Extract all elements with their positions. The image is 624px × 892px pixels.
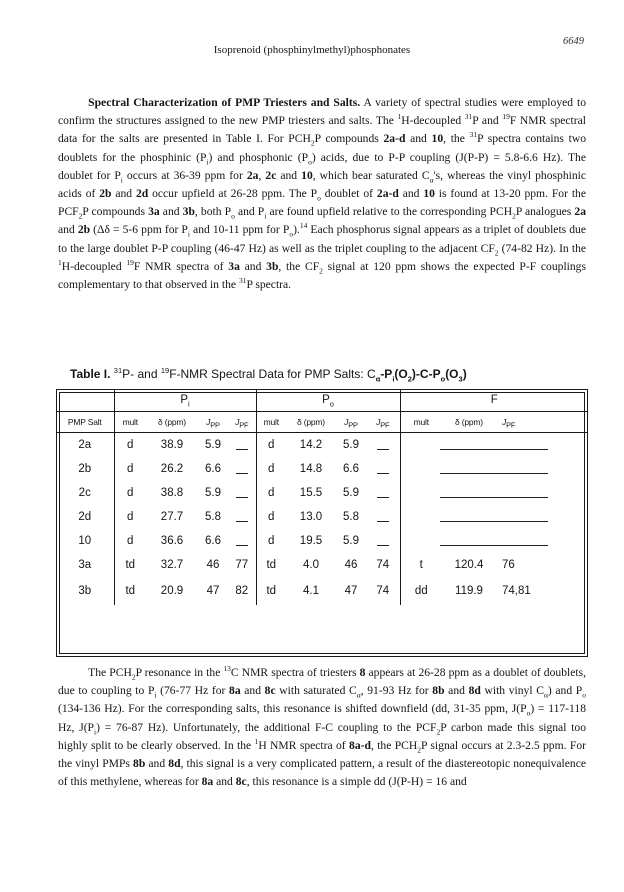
sub: α [356,690,361,700]
paragraph-carbon-nmr [58,664,586,791]
cell-f-mult: t [400,553,442,577]
text: P compounds [314,132,384,146]
text: ) and P [547,684,583,698]
text: and [145,757,169,771]
cell-pi-jpp: 5.9 [205,487,221,499]
cell-f-blank [400,433,588,458]
cell-pi-shift: 32.7 [160,559,184,571]
sub: PF [506,420,516,430]
text: , the CF [278,259,320,273]
cell-po-jpp: 47 [344,585,358,597]
cell-pi-jpf: 82 [235,585,249,597]
text: and P [234,205,265,219]
sub: 2 [78,211,83,221]
text: F NMR spectra of [133,259,229,273]
compound-ref: 8a-d [349,738,371,752]
sub: o [440,374,446,384]
sub: 2 [131,672,136,682]
cell-po-jpf: 74 [376,559,390,571]
sub: i [206,156,209,166]
text: A variety of spectral studies were employed to confirm the structures assigned to the new PMP triesters and salts. The [58,96,587,128]
text: F-NMR Spectral Data for PMP Salts: C [169,367,376,381]
col-shift: δ (ppm) [286,412,336,433]
text: ) = 117-118 Hz, J(P [58,702,586,734]
cell-po-mult: d [256,481,286,505]
cell-salt: 2c [78,487,91,499]
cell-salt: 3a [78,559,92,571]
text: P- and [122,367,161,381]
sub: i [154,690,157,700]
text: (O [394,367,408,381]
cell-pi-mult: d [114,481,146,505]
sup: 19 [502,112,510,122]
text: P resonance in the [135,666,224,679]
sub: α [375,374,381,384]
cell-pi-jpp: 5.9 [205,439,221,451]
text: P [322,394,330,406]
sub: PF [380,420,390,430]
compound-ref: 2b [99,187,112,201]
cell-salt: 2a [78,439,92,451]
text: J [376,417,381,427]
text: )-C-P [411,367,441,381]
cell-po-mult: td [256,553,286,577]
cell-po-jpf [366,481,400,505]
text: F NMR spectral data for the salts are presented in Table I. For PCH [58,114,586,146]
sub: 2 [407,374,412,384]
sup: 1 [254,736,259,746]
cell-pi-shift: 26.2 [160,463,184,475]
text: H NMR spectra of [258,738,350,752]
cell-po-jpp: 5.9 [343,535,359,547]
table-row [56,577,588,605]
compound-ref: 2c [265,168,277,182]
group-pi [114,389,256,412]
text: and [213,775,236,789]
sup: 31 [469,130,478,140]
cell-po-shift: 15.5 [299,487,323,499]
text: The PCH [88,666,132,679]
sub: 2 [319,266,323,276]
sub: o [329,399,334,409]
sub: 2 [417,745,422,755]
cell-pi-jpp: 47 [206,585,220,597]
cell-pi-jpf [228,529,256,553]
compound-ref: 2d [135,187,149,201]
text: with vinyl C [480,684,544,698]
sub: o [308,156,312,166]
cell-pi-jpf: 77 [235,559,249,571]
blank-dash [377,521,389,522]
cell-po-jpf [366,457,400,481]
cell-po-jpp: 5.9 [343,439,359,451]
cell-pi-mult: d [114,457,146,481]
group-po [256,389,400,412]
text: P spectra contains two doublets for the phosphinic (P [58,132,586,164]
table-row [56,457,588,481]
compound-ref: 3a [228,259,240,273]
sub: o [289,229,294,239]
text: , this signal is a very complicated pattern, a result of the diastereotopic nonequivalence of this methylene, whereas for [58,757,586,789]
cell-po-mult: d [256,505,286,529]
sub: 2 [494,247,499,257]
text: J [344,417,349,427]
blank-dash [236,545,248,546]
text: Each phosphorus signal appears as a triplet of doublets due to the large doublet P-P coupling (46-47 Hz) as well as the triplet coupling to the adjacent CF [58,223,586,255]
blank-line [440,449,548,450]
text: P analogues [515,205,575,219]
cell-po-jpf [366,505,400,529]
cell-salt: 3b [78,585,92,597]
text: , which bear saturated C [312,168,430,182]
compound-ref: 8d [468,684,481,698]
sub: o [582,690,586,700]
text: P spectra. [246,278,292,292]
col-mult: mult [114,412,146,433]
compound-ref: 8b [432,684,445,698]
cell-f-blank [400,457,588,481]
text: (74-82 Hz). In the [498,241,587,255]
text: (76-77 Hz for [156,684,230,698]
blank-dash [236,449,248,450]
blank-dash [236,473,248,474]
col-salt: PMP Salt [56,412,114,433]
cell-po-jpf [366,529,400,553]
running-header: Isoprenoid (phosphinylmethyl)phosphonates [213,44,411,56]
blank-dash [377,449,389,450]
col-jpp [336,412,366,433]
text: , 91-93 Hz for [360,684,433,698]
text: -P [380,367,393,381]
sub: PP [348,420,358,430]
cell-po-mult: d [256,529,286,553]
compound-ref: 2a [246,168,259,182]
cell-pi-jpp: 6.6 [205,463,221,475]
table-body [56,433,588,606]
cell-po-jpp: 5.8 [343,511,359,523]
cell-po-mult: d [256,457,286,481]
sup: 31 [238,276,247,286]
cell-po-mult: d [256,433,286,458]
sup: 13 [223,664,231,674]
sup: 19 [160,366,170,375]
col-shift: δ (ppm) [442,412,496,433]
cell-f-blank [400,481,588,505]
col-jpf [228,412,256,433]
sub: 2 [310,138,315,148]
text: with saturated C [275,684,357,698]
col-jpf [366,412,400,433]
text: H-decoupled [401,114,465,128]
col-shift: δ (ppm) [146,412,198,433]
sup: 1 [397,112,402,122]
sub: o [317,193,321,203]
text: are found upfield relative to the corresponding PCH [266,205,513,219]
cell-pi-shift: 38.9 [160,439,184,451]
sub: PF [239,420,249,430]
text: J [206,417,211,427]
text: , both P [194,205,232,219]
text: ) [462,367,467,381]
cell-pi-shift: 27.7 [160,511,184,523]
sub: 2 [436,726,441,736]
blank-line [440,497,548,498]
spectral-data-table [56,389,588,605]
cell-po-jpf: 74 [376,585,390,597]
sup: 19 [126,257,134,267]
sub: i [120,175,123,185]
cell-po-shift: 14.8 [299,463,323,475]
sub: o [526,708,531,718]
blank-line [440,545,548,546]
cell-pi-shift: 36.6 [160,535,184,547]
compound-ref: 8a [201,775,214,789]
sup: 1 [58,257,62,267]
cell-salt: 2b [78,463,92,475]
compound-ref: 8d [168,757,181,771]
cell-pi-jpf [228,457,256,481]
text: and 10-11 ppm for P [189,223,290,237]
sub: o [231,211,235,221]
compound-ref: 8b [133,757,146,771]
text: (Δδ = 5-6 ppm for P [90,223,188,237]
table-row [56,553,588,577]
text: occur upfield at 26-28 ppm. The P [148,187,318,201]
compound-ref: 8c [264,684,276,698]
text: P carbon made this signal too highly split to be clearly observed. In the [58,720,587,752]
cell-pi-jpf [228,433,256,458]
text: ) = 76-87 Hz). Unfortunately, the additional F-C coupling to the PCF [96,720,437,734]
sup: 31 [464,112,473,122]
blank-line [440,473,548,474]
text: (O [445,367,459,381]
cell-po-shift: 13.0 [299,511,323,523]
blank-dash [377,497,389,498]
cell-po-shift: 4.0 [303,559,319,571]
text: and [111,187,136,201]
text: appears at 26-28 ppm as a doublet of doublets, due to coupling to P [58,666,586,698]
page-number: 6649 [563,36,584,47]
col-jpp [198,412,228,433]
section-heading: Spectral Characterization of PMP Triesters and Salts. [88,96,361,109]
cell-pi-mult: d [114,433,146,458]
sub: i [392,374,395,384]
compound-ref: 3b [182,205,195,219]
cell-po-shift: 4.1 [303,585,319,597]
cell-f-jpf: 74,81 [502,585,531,597]
text: signal at 120 ppm shows the expected P-F couplings complementary to that observed in the [58,259,586,292]
compound-ref: 8c [235,775,247,789]
sup: 31 [113,366,123,375]
table-row [56,433,588,458]
text: and [58,223,78,237]
cell-po-shift: 14.2 [299,439,323,451]
table-group-header [56,389,588,412]
reference-superscript: 14 [299,221,308,231]
table-caption [70,366,467,384]
cell-f-shift: 119.9 [455,585,483,597]
cell-pi-jpf [228,481,256,505]
compound-ref: 2a-d [383,132,406,146]
compound-ref: 2b [77,223,91,237]
compound-ref: 10 [301,168,313,182]
paragraph-spectral [58,94,586,294]
text: P [180,394,188,406]
text: ). [293,223,300,237]
cell-pi-shift: 20.9 [160,585,184,597]
blank-dash [377,545,389,546]
blank-dash [377,473,389,474]
cell-salt: 10 [78,535,92,547]
text: J [502,417,507,427]
text: ) and phosphonic (P [208,150,309,164]
cell-po-jpp: 46 [344,559,358,571]
text: , the [443,132,470,146]
cell-po-shift: 19.5 [299,535,323,547]
text: and [398,187,424,201]
text: P signal occurs at 2.3-2.5 ppm. For the vinyl PMPs [58,738,586,771]
text: occurs at 36-39 ppm for [122,168,247,182]
compound-ref: 10 [431,132,444,146]
col-jpf [496,412,588,433]
text: is found at 13-20 ppm. For the PCF [58,187,586,219]
sub: i [187,229,190,239]
table-row [56,529,588,553]
sub: 3 [458,374,463,384]
cell-pi-mult: d [114,529,146,553]
sub: i [94,726,97,736]
text: (134-136 Hz). For the corresponding salts, this resonance is shifted downfield (dd, 31-35 ppm, J(P [58,702,527,716]
col-mult: mult [256,412,286,433]
table-column-header [56,412,588,433]
cell-po-jpf [366,433,400,458]
compound-ref: 3a [148,205,160,219]
sub: i [188,399,190,409]
table-label: Table I. [70,367,111,381]
table-row [56,505,588,529]
text: , [258,168,266,182]
text: C NMR spectra of triesters [230,666,360,679]
table-row [56,481,588,505]
cell-pi-jpp: 46 [206,559,220,571]
cell-pi-mult: d [114,505,146,529]
cell-pi-jpp: 6.6 [205,535,221,547]
cell-pi-mult: td [114,577,146,605]
cell-po-mult: td [256,577,286,605]
text: and [239,259,267,273]
text: and [444,684,469,698]
text: , the PCH [370,738,418,752]
compound-ref: 2a [574,205,587,219]
text: J [235,417,240,427]
cell-pi-shift: 38.8 [160,487,184,499]
text: and [240,684,265,698]
sub: α [429,175,434,185]
cell-f-mult: dd [400,577,442,605]
text: and [159,205,183,219]
text: doublet of [320,187,377,201]
cell-f-jpf: 76 [502,559,515,571]
cell-po-jpp: 5.9 [343,487,359,499]
cell-f-shift: 120.4 [454,559,484,571]
group-f: F [400,389,588,412]
cell-f-blank [400,505,588,529]
compound-ref: 10 [423,187,435,201]
cell-f-blank [400,529,588,553]
cell-pi-mult: td [114,553,146,577]
sub: PP [210,420,220,430]
text: 's, whereas the vinyl phosphinic acids of [58,168,587,201]
text: and [276,168,302,182]
compound-ref: 8a [229,684,241,698]
compound-ref: 2a-d [376,187,399,201]
cell-pi-jpf [228,505,256,529]
text: H-decoupled [61,259,127,273]
sub: 2 [512,211,516,221]
blank-dash [236,521,248,522]
compound-ref: 3b [266,259,279,273]
text: P and [472,114,503,128]
blank-line [440,521,548,522]
cell-po-jpp: 6.6 [343,463,359,475]
blank-dash [236,497,248,498]
compound-ref: 8 [359,666,366,679]
text: P compounds [82,205,149,219]
col-mult: mult [400,412,442,433]
text: and [405,132,432,146]
sub: α [543,690,548,700]
cell [56,389,114,412]
text: , this resonance is a simple dd (J(P-H) = 16 and [246,775,467,789]
text: ) acids, due to P-P coupling (J(P-P) = 5.8-6.6 Hz). The doublet for P [58,150,586,182]
sub: i [264,211,267,221]
cell-salt: 2d [78,511,92,523]
cell-pi-jpp: 5.8 [205,511,221,523]
